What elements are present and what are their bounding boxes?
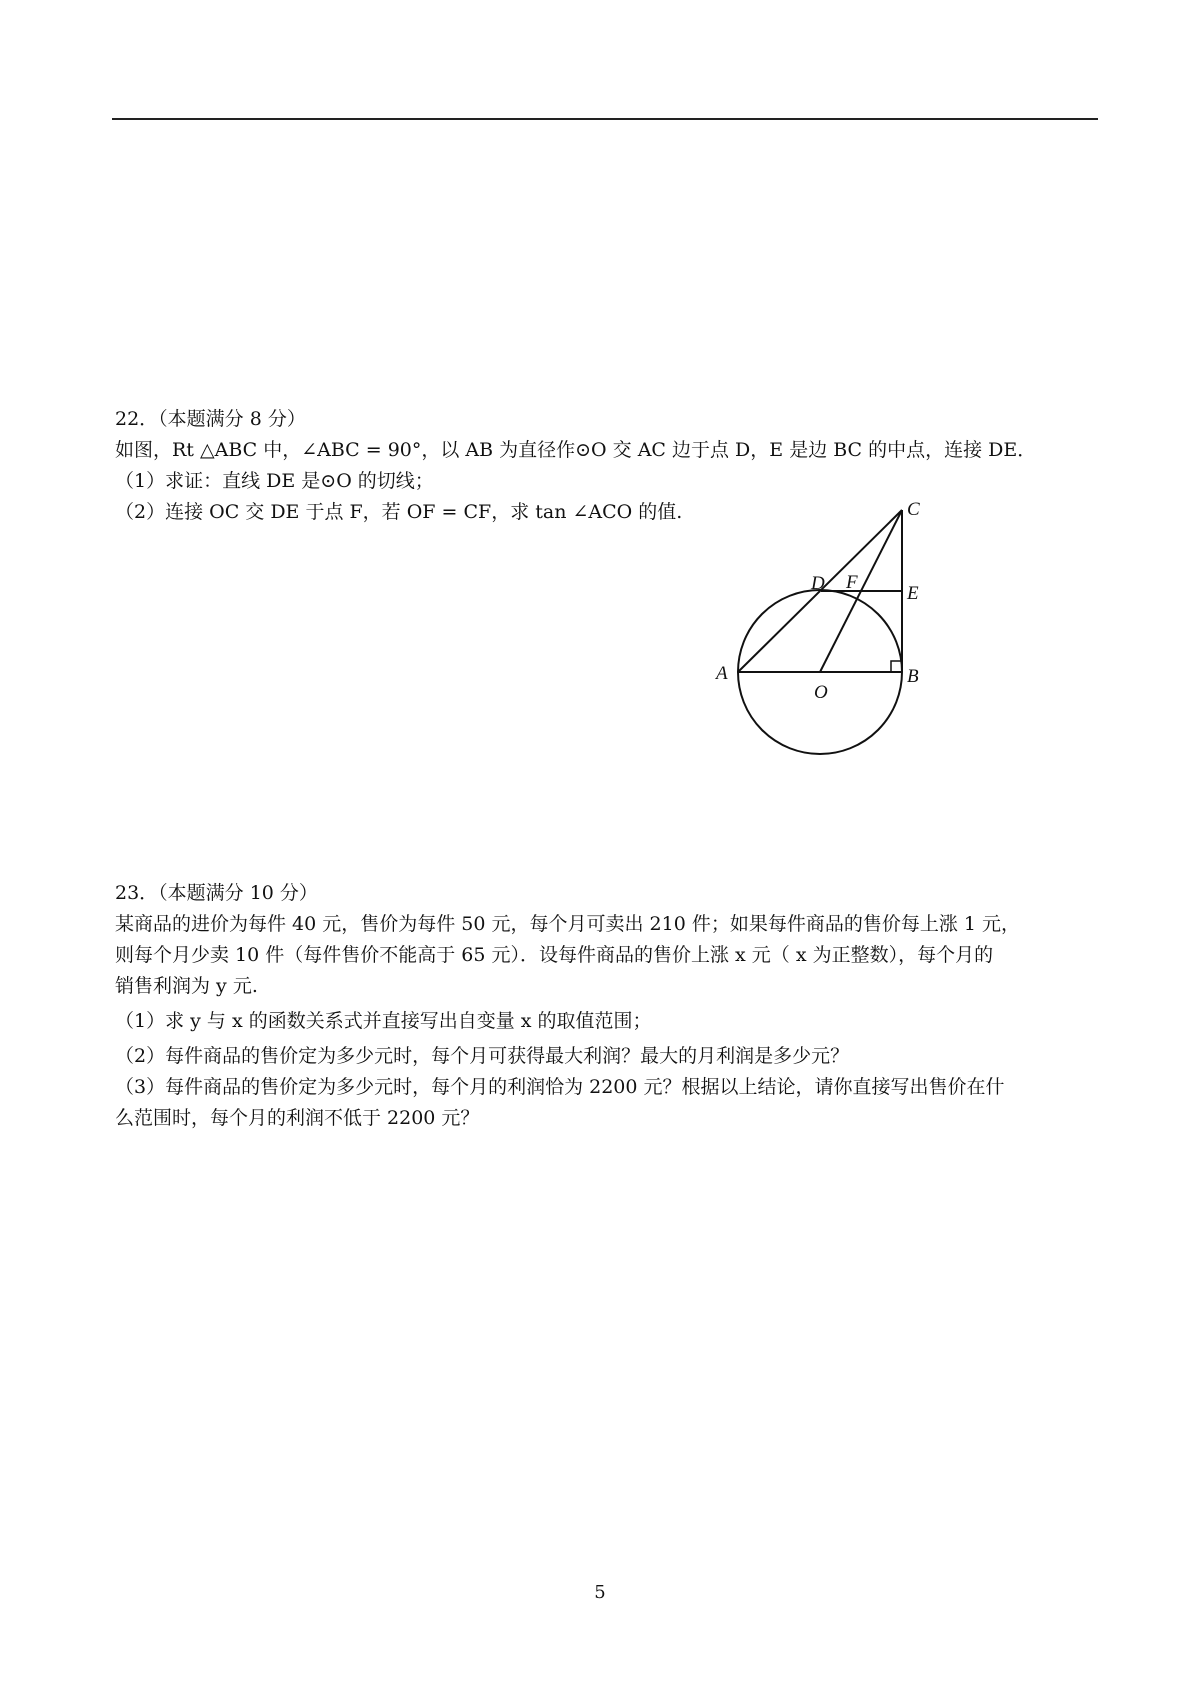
question-22 [115, 404, 1100, 528]
geometry-figure [700, 490, 940, 760]
q23-stem-line3: 销售利润为 y 元. [115, 975, 258, 997]
label-f: F [846, 572, 858, 593]
q23-part1: （1）求 y 与 x 的函数关系式并直接写出自变量 x 的取值范围； [115, 1010, 652, 1032]
q23-stem-line2: 则每个月少卖 10 件（每件售价不能高于 65 元）．设每件商品的售价上涨 x 元（ x 为正整数），每个月的 [115, 944, 994, 966]
page-number: 5 [594, 1582, 606, 1603]
label-o: O [814, 682, 828, 703]
q23-heading: 23．（本题满分 10 分） [115, 882, 318, 904]
q22-heading: 22．（本题满分 8 分） [115, 408, 306, 430]
q23-stem-line1: 某商品的进价为每件 40 元，售价为每件 50 元，每个月可卖出 210 件；如果每件商品的售价每上涨 1 元， [115, 913, 1021, 935]
header-rule [112, 118, 1098, 120]
q22-part1: （1）求证：直线 DE 是⊙O 的切线； [115, 470, 434, 492]
label-e: E [907, 583, 919, 604]
label-c: C [907, 499, 920, 520]
label-d: D [811, 573, 825, 594]
label-b: B [907, 666, 919, 687]
label-a: A [716, 663, 728, 684]
question-23 [115, 878, 1100, 1134]
right-angle-mark [891, 661, 902, 672]
q23-part3-line1: （3）每件商品的售价定为多少元时，每个月的利润恰为 2200 元？根据以上结论，请你直接写出售价在什 [115, 1076, 1005, 1098]
q22-part2: （2）连接 OC 交 DE 于点 F，若 OF = CF，求 tan ∠ACO 的值. [115, 501, 683, 523]
q23-part3-line2: 么范围时，每个月的利润不低于 2200 元？ [115, 1107, 480, 1129]
q23-part2: （2）每件商品的售价定为多少元时，每个月可获得最大利润？最大的月利润是多少元？ [115, 1045, 850, 1067]
q22-stem: 如图，Rt △ABC 中，∠ABC = 90°，以 AB 为直径作⊙O 交 AC 边于点 D，E 是边 BC 的中点，连接 DE． [115, 439, 1037, 461]
